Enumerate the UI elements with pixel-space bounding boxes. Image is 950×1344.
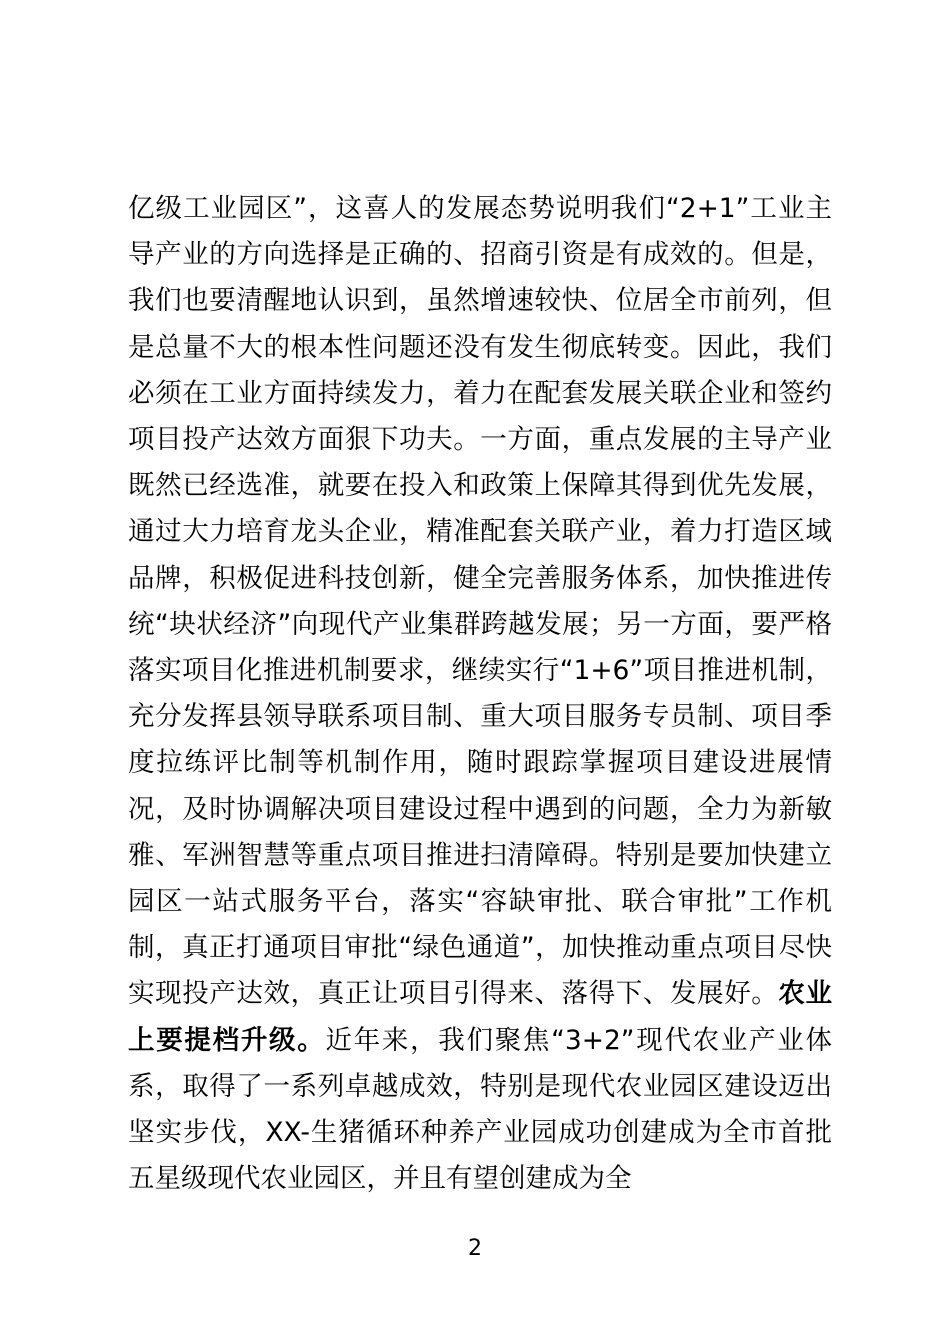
- body-paragraph: [128, 186, 832, 1202]
- page-number: 2: [468, 1236, 482, 1261]
- paragraph-text-part-1: 亿级工业园区”，这喜人的发展态势说明我们“2+1”工业主导产业的方向选择是正确的、招商引资是有成效的。但是，我们也要清醒地认识到，虽然增速较快、位居全市前列，但是总量不大的根本性问题还没有发生彻底转变。因此，我们必须在工业方面持续发力，着力在配套发展关联企业和签约项目投产达效方面狠下功夫。一方面，重点发展的主导产业既然已经选准，就要在投入和政策上保障其得到优先发展，通过大力培育龙头企业，精准配套关联产业，着力打造区域品牌，积极促进科技创新，健全完善服务体系，加快推进传统“块状经济”向现代产业集群跨越发展；另一方面，要严格落实项目化推进机制要求，继续实行“1+6”项目推进机制，充分发挥县领导联系项目制、重大项目服务专员制、项目季度拉练评比制等机制作用，随时跟踪掌握项目建设进展情况，及时协调解决项目建设过程中遇到的问题，全力为新敏雅、军洲智慧等重点项目推进扫清障碍。特别是要加快建立园区一站式服务平台，落实“容缺审批、联合审批”工作机制，真正打通项目审批“绿色通道”，加快推动重点项目尽快实现投产达效，真正让项目引得来、落得下、发展好。: [128, 193, 832, 1010]
- paragraph-text-part-2: 近年来，我们聚焦“3+2”现代农业产业体系，取得了一系列卓越成效，特别是现代农业园区建设迈出坚实步伐，XX-生猪循环种养产业园成功创建成为全市首批五星级现代农业园区，并且有望创建成为全: [128, 1024, 832, 1195]
- agriculture-heading: 农业上要提档升级。: [128, 978, 833, 1056]
